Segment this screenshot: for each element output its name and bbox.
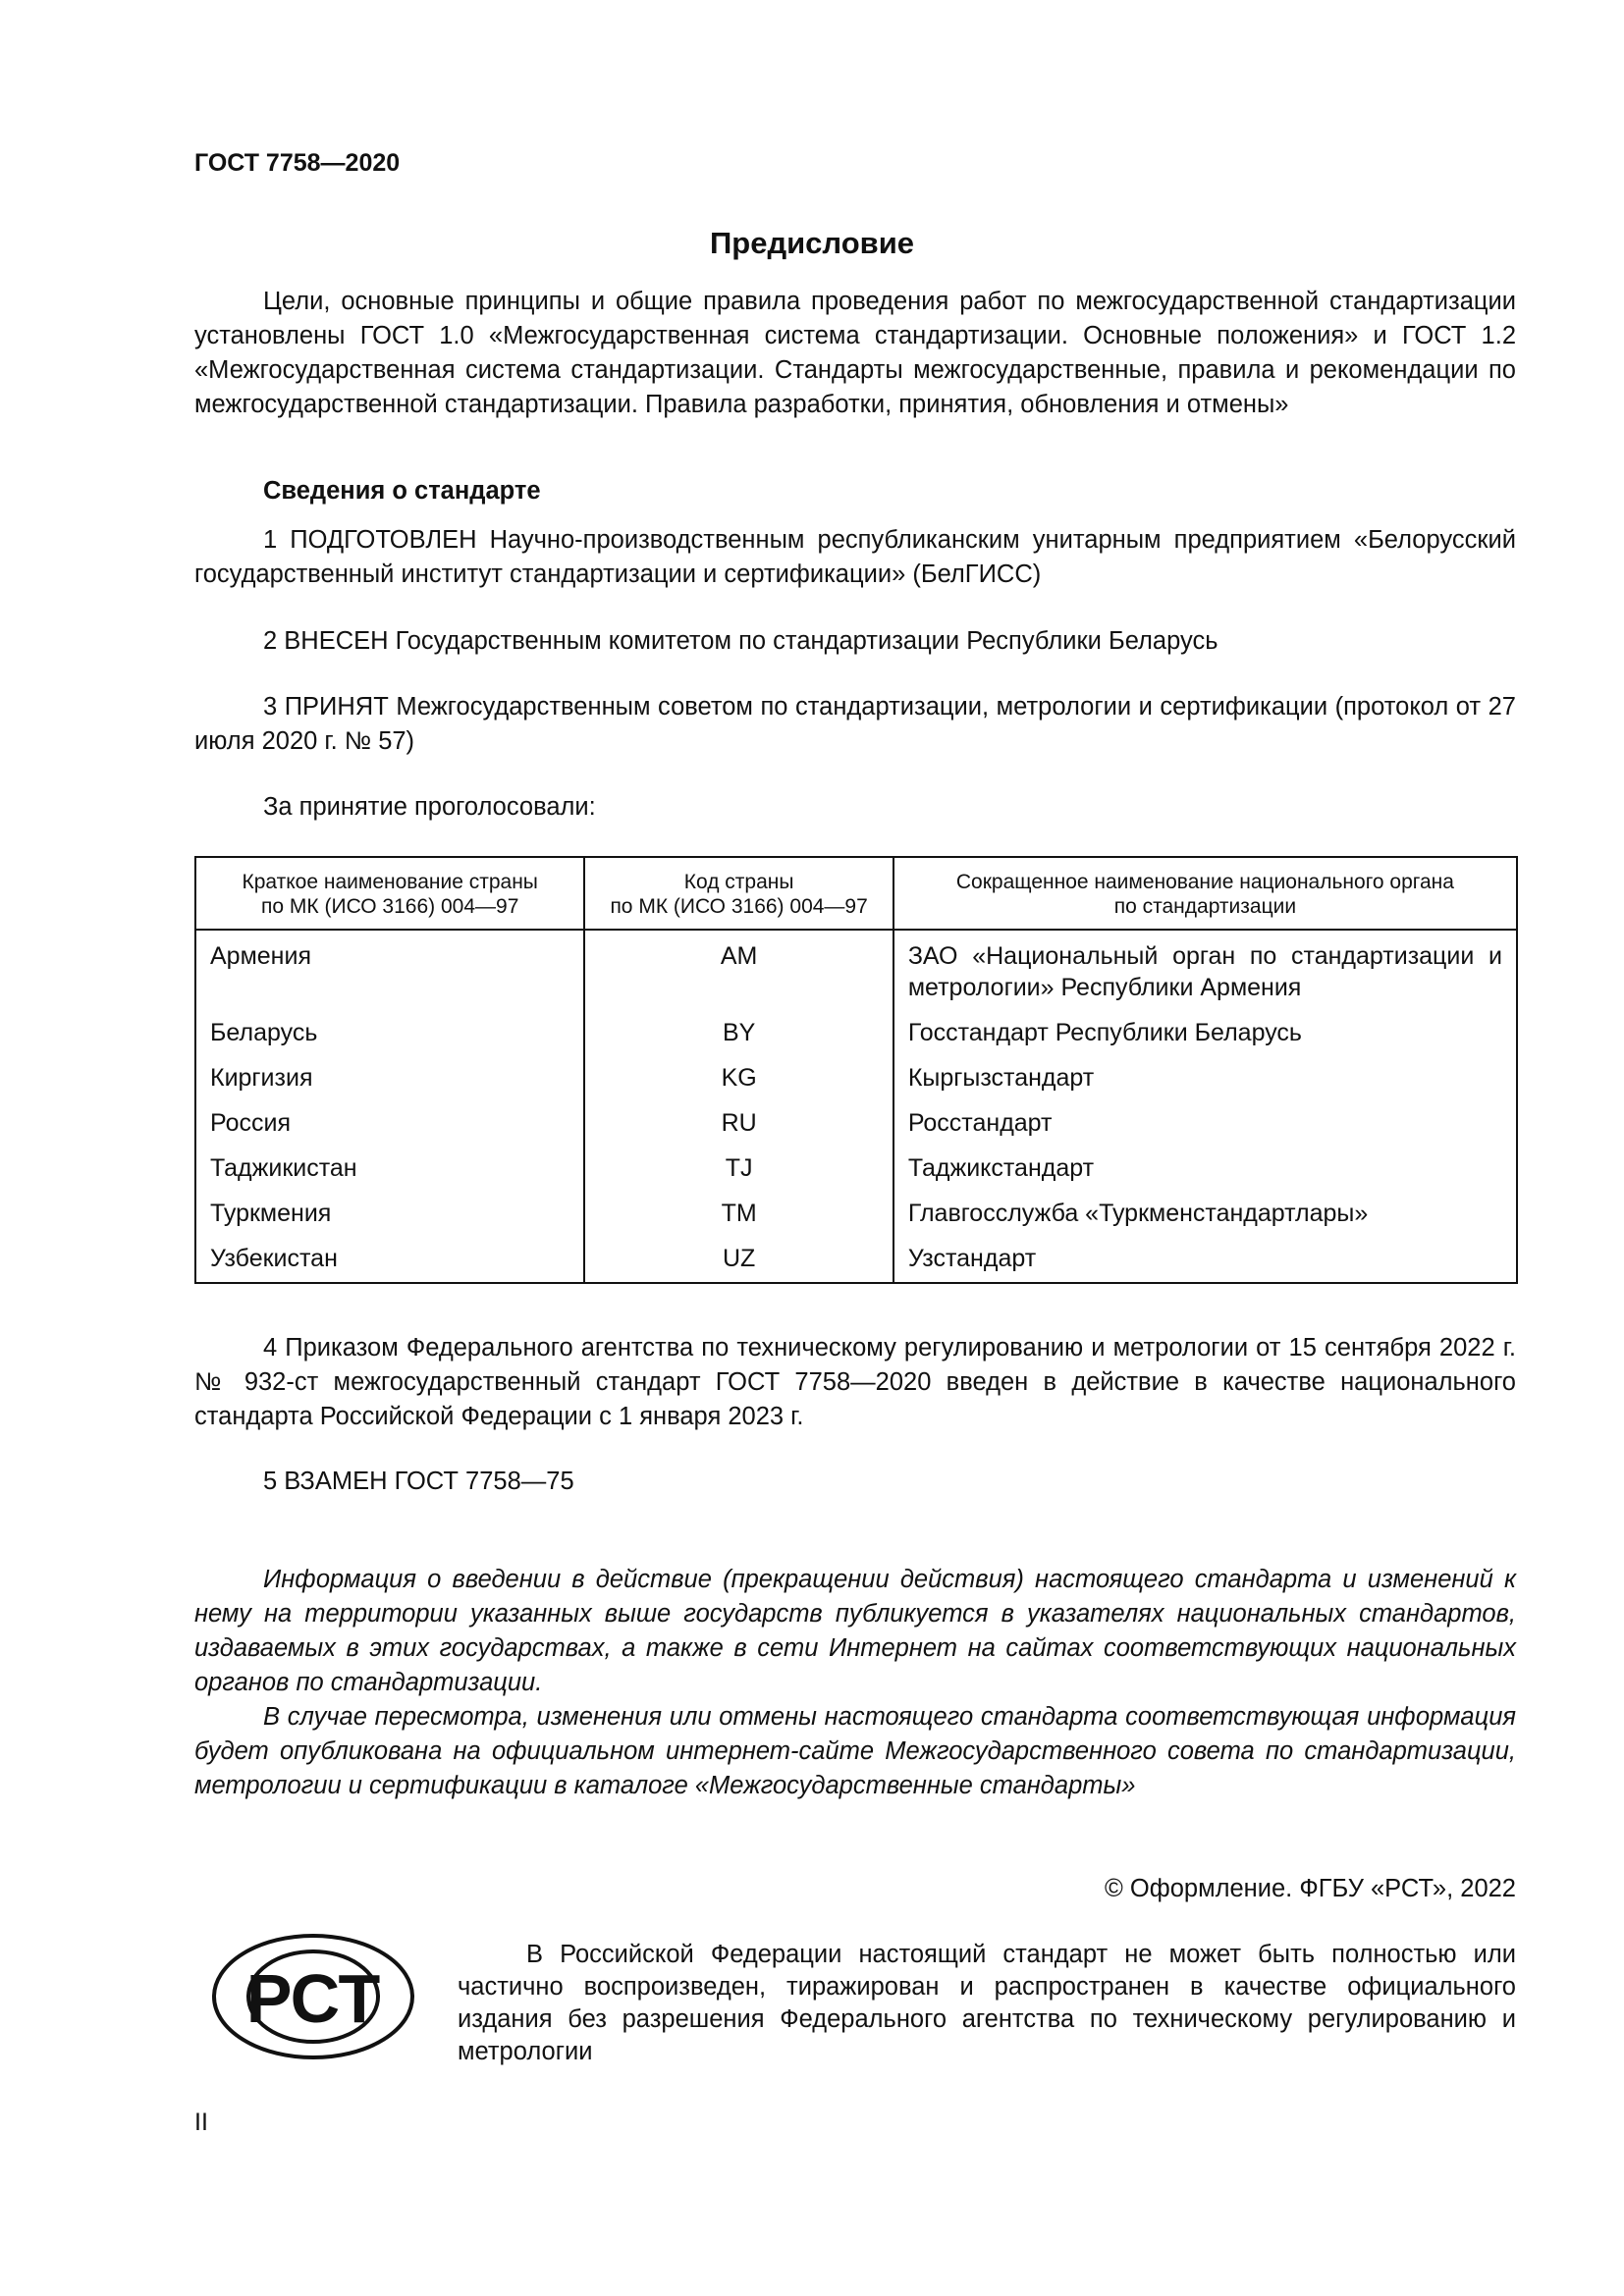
header-country-line2: по МК (ИСО 3166) 004—97	[261, 895, 519, 918]
header-country	[195, 857, 584, 930]
cell-org: Росстандарт	[893, 1101, 1517, 1147]
item-5: 5 ВЗАМЕН ГОСТ 7758—75	[263, 1468, 574, 1495]
cell-org: ЗАО «Национальный орган по стандартизации и метрологии» Республики Армения	[893, 930, 1517, 1011]
copyright-line: © Оформление. ФГБУ «РСТ», 2022	[1105, 1875, 1516, 1902]
item-2-block	[194, 624, 1516, 659]
item-1-block	[194, 523, 1516, 592]
table-row	[195, 1056, 1517, 1101]
cell-code: TM	[584, 1192, 893, 1237]
table-row	[195, 1101, 1517, 1147]
header-code-line1: Код страны	[683, 871, 794, 893]
header-code	[584, 857, 893, 930]
cell-code: KG	[584, 1056, 893, 1101]
info-heading: Сведения о стандарте	[263, 477, 541, 505]
header-org-line2: по стандартизации	[1113, 895, 1297, 918]
vote-intro: За принятие проголосовали:	[263, 793, 596, 821]
cell-org: Главгосслужба «Туркменстандартлары»	[893, 1192, 1517, 1237]
header-org	[893, 857, 1517, 930]
cell-code: BY	[584, 1011, 893, 1056]
cell-code: AM	[584, 930, 893, 1011]
voting-states-table	[194, 856, 1518, 1284]
item-4: 4 Приказом Федерального агентства по техническому регулированию и метрологии от 15 сентября 2022 г. № 932-ст межгосударственный стандарт ГОСТ 7758—2020 введен в действие в качестве национального стандарта Российской Федерации с 1 января 2023 г.	[194, 1334, 1516, 1430]
cell-org: Кыргызстандарт	[893, 1056, 1517, 1101]
cell-country: Армения	[195, 930, 584, 1011]
table-row	[195, 1011, 1517, 1056]
header-code-line2: по МК (ИСО 3166) 004—97	[610, 895, 868, 918]
item-5-block	[194, 1465, 1516, 1499]
table-row	[195, 930, 1517, 1011]
item-3-block	[194, 690, 1516, 759]
cell-country: Беларусь	[195, 1011, 584, 1056]
cell-code: RU	[584, 1101, 893, 1147]
cell-country: Киргизия	[195, 1056, 584, 1101]
page-title: Предисловие	[709, 226, 914, 260]
cell-country: Россия	[195, 1101, 584, 1147]
cell-org: Таджикстандарт	[893, 1147, 1517, 1192]
pst-logo-icon	[210, 1932, 416, 2061]
cell-country: Таджикистан	[195, 1147, 584, 1192]
info-heading-block	[194, 474, 1516, 508]
header-country-line1: Краткое наименование страны	[242, 871, 538, 893]
cell-country: Узбекистан	[195, 1237, 584, 1283]
item-2: 2 ВНЕСЕН Государственным комитетом по стандартизации Республики Беларусь	[263, 627, 1218, 655]
page-number: II	[194, 2109, 208, 2136]
rights-notice: В Российской Федерации настоящий стандарт не может быть полностью или частично воспроизведен, тиражирован и распространен в качестве официального издания без разрешения Федерального агентства по техническому регулированию и метрологии	[458, 1941, 1516, 2065]
notice-paragraph-2: В случае пересмотра, изменения или отмены настоящего стандарта соответствующая информация будет опубликована на официальном интернет-сайте Межгосударственного совета по стандартизации, метрологии и сертификации в каталоге «Межгосударственные стандарты»	[194, 1703, 1516, 1799]
cell-code: TJ	[584, 1147, 893, 1192]
item-4-block	[194, 1331, 1516, 1434]
cell-org: Госстандарт Республики Беларусь	[893, 1011, 1517, 1056]
item-1: 1 ПОДГОТОВЛЕН Научно-производственным республиканским унитарным предприятием «Белорусский государственный институт стандартизации и сертификации» (БелГИСС)	[194, 526, 1516, 588]
intro-paragraph: Цели, основные принципы и общие правила проведения работ по межгосударственной стандартизации установлены ГОСТ 1.0 «Межгосударственная система стандартизации. Основные положения» и ГОСТ 1.2 «Межгосударственная система стандартизации. Стандарты межгосударственные, правила и рекомендации по межгосударственной стандартизации. Правила разработки, принятия, обновления и отмены»	[194, 288, 1516, 418]
table-header-row	[195, 857, 1517, 930]
cell-code: UZ	[584, 1237, 893, 1283]
notice-paragraph-1: Информация о введении в действие (прекращении действия) настоящего стандарта и изменений к нему на территории указанных выше государств публикуется в указателях национальных стандартов, издаваемых в этих государствах, а также в сети Интернет на сайтах соответствующих национальных органов по стандартизации.	[194, 1566, 1516, 1696]
document-code: ГОСТ 7758—2020	[194, 149, 401, 177]
table-row	[195, 1147, 1517, 1192]
cell-country: Туркмения	[195, 1192, 584, 1237]
vote-intro-block	[194, 790, 1516, 825]
header-org-line1: Сокращенное наименование национального органа	[955, 871, 1454, 893]
notice-section	[194, 1563, 1516, 1803]
table-row	[195, 1237, 1517, 1283]
table-row	[195, 1192, 1517, 1237]
intro-section	[194, 285, 1516, 422]
logo-text: РСТ	[245, 1960, 381, 2037]
cell-org: Узстандарт	[893, 1237, 1517, 1283]
item-3: 3 ПРИНЯТ Межгосударственным советом по стандартизации, метрологии и сертификации (протокол от 27 июля 2020 г. № 57)	[194, 693, 1516, 755]
